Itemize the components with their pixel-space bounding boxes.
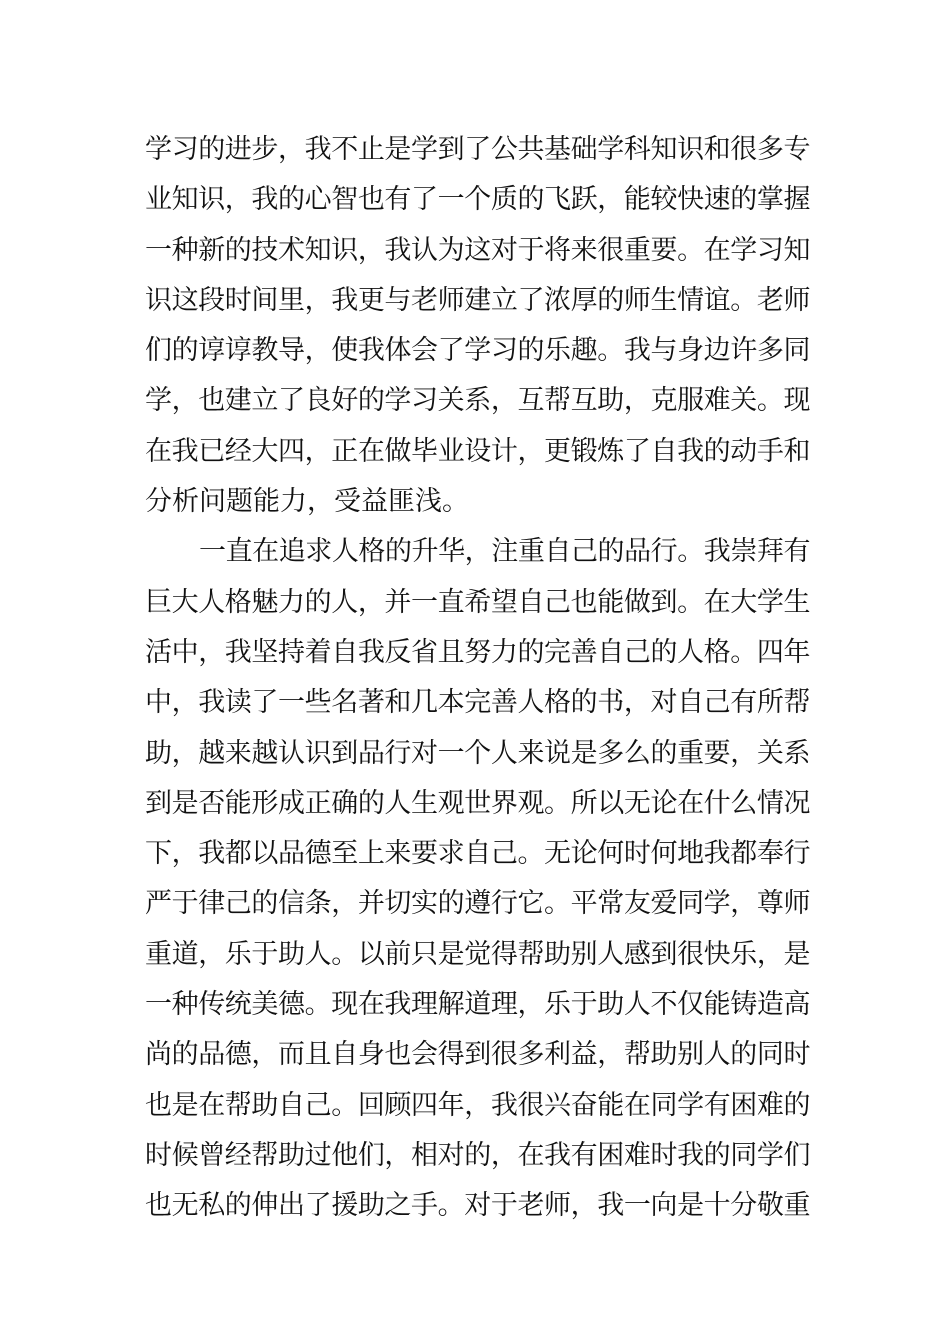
paragraph-2-line-1: 一直在追求人格的升华，注重自己的品行。我崇拜有 — [199, 536, 810, 568]
paragraph-2-line-14: 也无私的伸出了援助之手。对于老师，我一向是十分敬重 — [145, 1190, 810, 1222]
paragraph-2-line-10: 一种传统美德。现在我理解道理，乐于助人不仅能铸造高 — [145, 989, 810, 1021]
paragraph-2-line-8: 严于律己的信条，并切实的遵行它。平常友爱同学，尊师 — [145, 888, 810, 920]
paragraph-1-line-1: 学习的进步，我不止是学到了公共基础学科知识和很多专 — [145, 134, 810, 165]
paragraph-2-line-6: 到是否能形成正确的人生观世界观。所以无论在什么情况 — [145, 787, 810, 819]
paragraph-1-line-8: 分析问题能力，受益匪浅。 — [145, 486, 469, 518]
paragraph-2-line-5: 助，越来越认识到品行对一个人来说是多么的重要，关系 — [145, 737, 810, 769]
paragraph-2-line-9: 重道，乐于助人。以前只是觉得帮助别人感到很快乐，是 — [145, 938, 810, 970]
body-text — [145, 125, 810, 1232]
paragraph-1-line-5: 们的谆谆教导，使我体会了学习的乐趣。我与身边许多同 — [145, 335, 810, 367]
paragraph-2-line-12: 也是在帮助自己。回顾四年，我很兴奋能在同学有困难的 — [145, 1089, 810, 1121]
paragraph-2-line-2: 巨大人格魅力的人，并一直希望自己也能做到。在大学生 — [145, 586, 810, 618]
paragraph-1-line-3: 一种新的技术知识，我认为这对于将来很重要。在学习知 — [145, 234, 810, 266]
paragraph-1-line-7: 在我已经大四，正在做毕业设计，更锻炼了自我的动手和 — [145, 435, 810, 467]
paragraph-2-line-4: 中，我读了一些名著和几本完善人格的书，对自己有所帮 — [145, 687, 810, 719]
paragraph-2-line-7: 下，我都以品德至上来要求自己。无论何时何地我都奉行 — [145, 838, 810, 870]
paragraph-2-line-13: 时候曾经帮助过他们，相对的，在我有困难时我的同学们 — [145, 1139, 810, 1171]
paragraph-1-line-6: 学，也建立了良好的学习关系，互帮互助，克服难关。现 — [145, 385, 810, 417]
paragraph-2-line-11: 尚的品德，而且自身也会得到很多利益，帮助别人的同时 — [145, 1039, 810, 1071]
paragraph-1-line-2: 业知识，我的心智也有了一个质的飞跃，能较快速的掌握 — [145, 184, 810, 216]
paragraph-1-line-4: 识这段时间里，我更与老师建立了浓厚的师生情谊。老师 — [145, 284, 810, 316]
paragraph-2-line-3: 活中，我坚持着自我反省且努力的完善自己的人格。四年 — [145, 636, 810, 668]
